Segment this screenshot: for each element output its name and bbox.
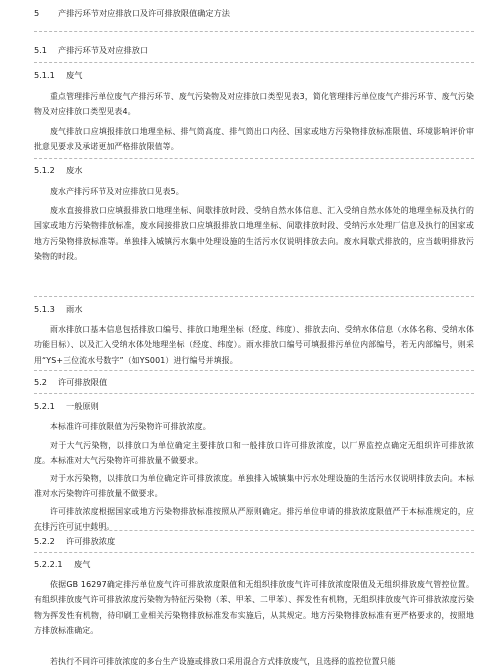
heading-number: 5.2.1 bbox=[34, 401, 55, 411]
section-heading-5-2 bbox=[34, 377, 107, 388]
heading-title: 产排污环节对应排放口及许可排放限值确定方法 bbox=[58, 8, 230, 18]
section-heading-5-1-1 bbox=[34, 70, 82, 81]
paragraph: 重点管理排污单位废气产排污环节、废气污染物及对应排放口类型见表3，简化管理排污单位废气产排污环节、废气污染物及对应排放口类型见表4。 bbox=[34, 92, 474, 117]
divider bbox=[34, 158, 474, 159]
heading-title: 废气 bbox=[66, 70, 83, 80]
heading-number: 5.2 bbox=[34, 377, 48, 387]
section-heading-5-2-2 bbox=[34, 536, 115, 547]
paragraph: 许可排放浓度根据国家或地方污染物排放标准按照从严原则确定。排污单位申请的排放浓度限值严于本标准规定的，应在排污许可证中载明。 bbox=[34, 507, 474, 532]
section-heading-5 bbox=[34, 8, 230, 19]
divider bbox=[34, 552, 474, 553]
divider bbox=[34, 370, 474, 371]
heading-title: 废气 bbox=[74, 559, 91, 569]
paragraph: 本标准许可排放限值为污染物许可排放浓度。 bbox=[50, 422, 211, 431]
heading-number: 5.1 bbox=[34, 45, 48, 55]
heading-title: 雨水 bbox=[66, 304, 83, 314]
section-heading-5-2-2-1 bbox=[34, 559, 90, 570]
heading-number: 5.1.3 bbox=[34, 304, 55, 314]
paragraph: 雨水排放口基本信息包括排放口编号、排放口地理坐标（经度、纬度）、排放去向、受纳水体信息（水体名称、受纳水体功能目标）、以及汇入受纳水体处地理坐标（经度、纬度）。雨水排放口编号可填报排污单位内部编号，若无内部编号，则采用“YS+三位流水号数字”（如YS001）进行编号并填报。 bbox=[34, 325, 474, 365]
section-heading-5-2-1 bbox=[34, 401, 99, 412]
divider bbox=[34, 296, 474, 297]
section-heading-5-1-2 bbox=[34, 165, 82, 176]
paragraph: 废水直接排放口应填报排放口地理坐标、间歇排放时段、受纳自然水体信息、汇入受纳自然水体处的地理坐标及执行的国家或地方污染物排放标准，废水间接排放口应填报排放口地理坐标、间歇排放时段、受纳污水处理厂信息及执行的国家或地方污染物排放标准等。单独排入城镇污水集中处理设施的生活污水仅说明排放去向。废水间歇式排放的，应当载明排放污染物的时段。 bbox=[34, 206, 474, 261]
paragraph: 废水产排污环节及对应排放口见表5。 bbox=[50, 187, 184, 196]
section-heading-5-1-3 bbox=[34, 304, 82, 315]
heading-number: 5.2.2 bbox=[34, 536, 55, 546]
heading-number: 5.1.1 bbox=[34, 70, 55, 80]
paragraph: 废气排放口应填报排放口地理坐标、排气筒高度、排气筒出口内径、国家或地方污染物排放标准限值、环境影响评价审批意见要求及承诺更加严格排放限值等。 bbox=[34, 127, 474, 152]
paragraph: 依据GB 16297确定排污单位废气许可排放浓度限值和无组织排放废气许可排放浓度限值及无组织排放废气管控位置。有组织排放废气许可排放浓度污染物为特征污染物（苯、甲苯、二甲苯）、挥发性有机物，无组织排放废气许可排放浓度污染物为挥发性有机物，待印刷工业相关污染物排放标准发布实施后，从其规定。地方污染物排放标准有更严格要求的，按照地方排放标准确定。 bbox=[34, 580, 474, 635]
heading-title: 许可排放限值 bbox=[58, 377, 108, 387]
paragraph: 对于水污染物，以排放口为单位确定许可排放浓度。单独排入城镇集中污水处理设施的生活污水仅说明排放去向。本标准对水污染物许可排放量不做要求。 bbox=[34, 474, 474, 499]
divider bbox=[34, 393, 474, 394]
divider bbox=[34, 31, 474, 32]
paragraph: 对于大气污染物，以排放口为单位确定主要排放口和一般排放口许可排放浓度，以厂界监控点确定无组织许可排放浓度。本标准对大气污染物许可排放量不做要求。 bbox=[34, 441, 474, 466]
heading-number: 5 bbox=[34, 8, 40, 18]
paragraph: 若执行不同许可排放浓度的多台生产设施或排放口采用混合方式排放废气，且选择的监控位置只能 bbox=[50, 657, 396, 666]
section-heading-5-1 bbox=[34, 45, 148, 56]
heading-title: 产排污环节及对应排放口 bbox=[58, 45, 149, 55]
heading-title: 废水 bbox=[66, 165, 83, 175]
divider bbox=[34, 62, 474, 63]
heading-title: 一般原则 bbox=[66, 401, 99, 411]
heading-number: 5.1.2 bbox=[34, 165, 55, 175]
heading-number: 5.2.2.1 bbox=[34, 559, 63, 569]
divider bbox=[34, 530, 474, 531]
heading-title: 许可排放浓度 bbox=[66, 536, 116, 546]
